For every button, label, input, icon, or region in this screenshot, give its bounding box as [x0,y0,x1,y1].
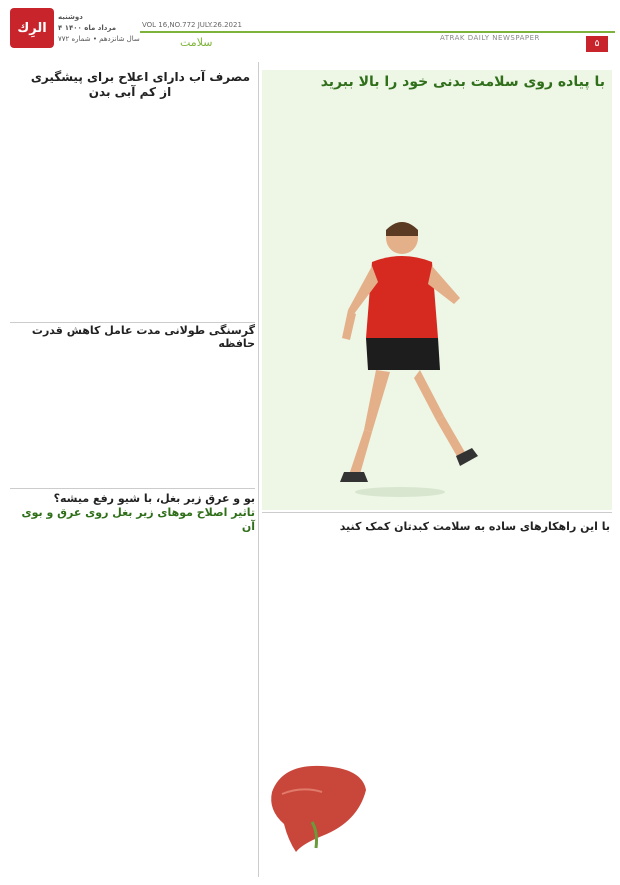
column-divider [258,62,259,877]
water-col-3 [10,102,90,317]
divider [10,322,255,323]
sweat-title-line1: بو و عرق زیر بغل، با شیو رفع میشه؟ [53,492,255,505]
water-col-1 [176,102,254,317]
newspaper-logo [10,8,54,48]
masthead [0,0,620,58]
walking-col-3 [268,102,368,202]
logo-subtitle [58,12,140,45]
divider [10,488,255,489]
paper-name: ATRAK DAILY NEWSPAPER [440,34,540,42]
water-title [10,70,250,100]
volume-info: VOL 16,NO.772 JULY.26.2021 [142,21,242,29]
sweat-col-3 [10,525,90,875]
liver-col-1 [492,542,610,877]
liver-title: با این راهکارهای ساده به سلامت کبدتان کمک کنید [339,520,610,533]
runner-photo [320,210,480,500]
memory-col-3 [10,344,90,484]
walking-title: با پیاده روی سلامت بدنی خود را بالا ببرید [320,74,605,90]
water-col-2 [94,102,172,317]
sweat-col-2 [94,525,172,875]
liver-col-3 [262,542,370,747]
memory-col-2 [94,344,172,484]
divider [262,512,612,513]
issue-line: دوشنبه ۴ مرداد ماه ۱۴۰۰ [58,13,117,32]
memory-col-1 [176,344,254,484]
walking-col-1 [496,102,606,502]
logo-text: الرِك [17,20,47,36]
section-name: سلامت [180,36,213,49]
walking-col-2 [378,102,488,202]
sweat-title-line2: تاثیر اصلاح موهای زیر بغل روی عرق و بوی آن [21,506,255,533]
walking-col-3b [268,205,313,500]
water-title-line2: از کم آبی بدن [88,85,172,99]
issue-details: سال شانزدهم • شماره ۷۷۲ [58,35,140,43]
water-title-line1: مصرف آب دارای اعلاح برای پیشگیری [30,70,250,84]
page-number: ۵ [586,36,608,52]
liver-illustration [262,752,372,862]
header-rule [140,31,615,33]
memory-title: گرسنگی طولانی مدت عامل کاهش قدرت حافظه [31,324,255,350]
liver-col-2 [376,542,486,877]
sweat-col-1 [176,525,254,875]
